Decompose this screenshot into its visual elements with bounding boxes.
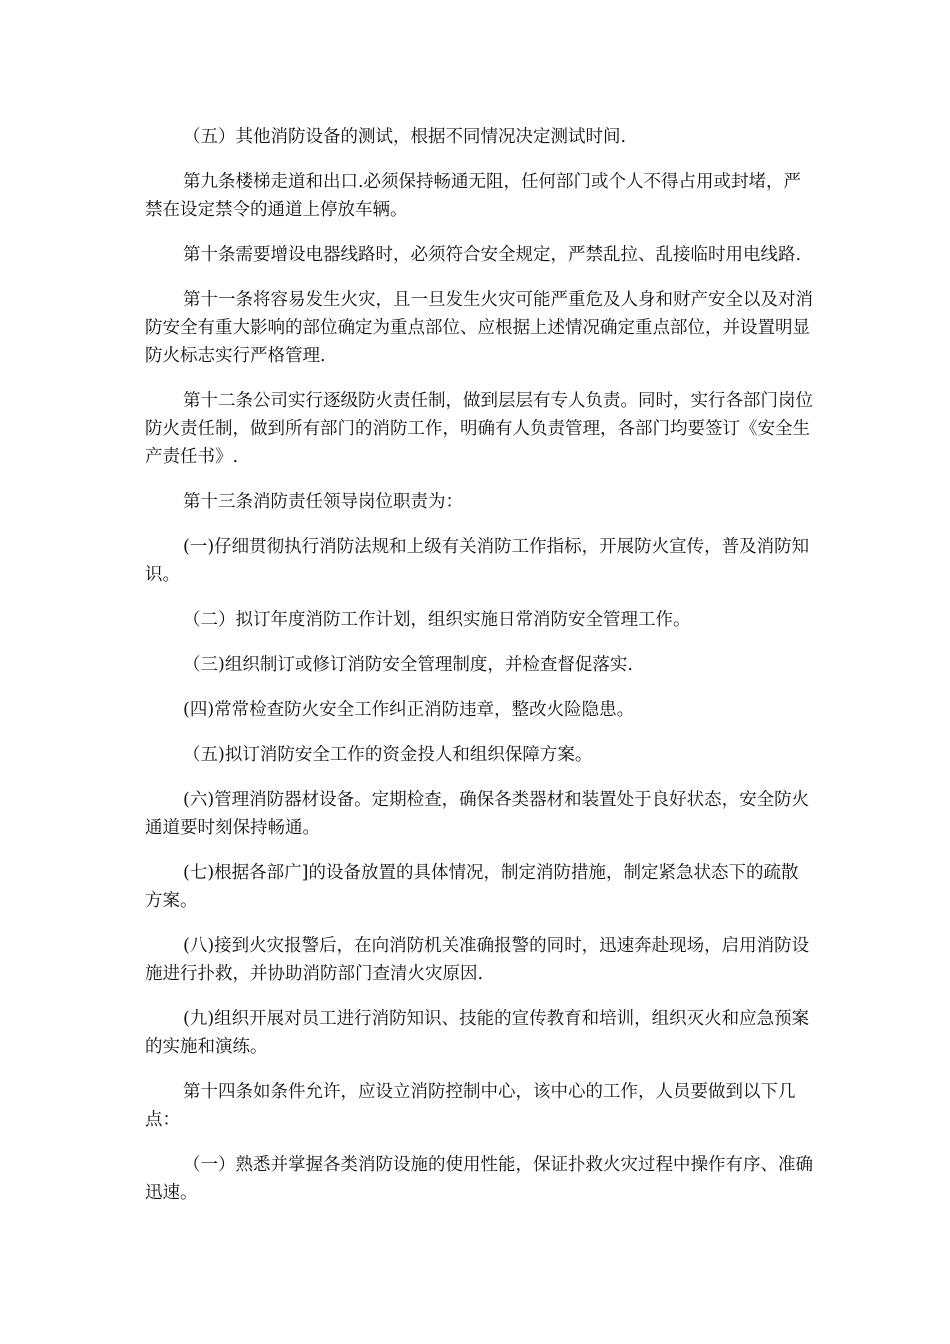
paragraph-13: (七)根据各部广]的设备放置的具体情况，制定消防措施，制定紧急状态下的疏散方案。 (145, 863, 799, 911)
paragraph-1: （五）其他消防设备的测试，根据不同情况决定测试时间. (183, 127, 627, 147)
paragraph-16: 第十四条如条件允许，应设立消防控制中心，该中心的工作，人员要做到以下几点： (145, 1082, 796, 1130)
paragraph-6: 第十三条消防责任领导岗位职责为： (183, 492, 463, 512)
paragraph-11: （五)拟订消防安全工作的资金投人和组织保障方案。 (183, 745, 593, 765)
paragraph-4: 第十一条将容易发生火灾，且一旦发生火灾可能严重危及人身和财产安全以及对消防安全有重大影响的部位确定为重点部位、应根据上述情况确定重点部位，并设置明显防火标志实行严格管理. (145, 290, 813, 366)
paragraph-7: (一)仔细贯彻执行消防法规和上级有关消防工作指标，开展防火宣传，普及消防知识。 (145, 537, 810, 585)
paragraph-15: (九)组织开展对员工进行消防知识、技能的宣传教育和培训，组织灭火和应急预案的实施和演练。 (145, 1009, 810, 1057)
paragraph-5: 第十二条公司实行逐级防火责任制，做到层层有专人负责。同时，实行各部门岗位防火责任制，做到所有部门的消防工作，明确有人负责管理，各部门均要签订《安全生产责任书》. (145, 391, 813, 467)
paragraph-2: 第九条楼梯走道和出口.必须保持畅通无阻，任何部门或个人不得占用或封堵，严禁在设定禁令的通道上停放车辆。 (145, 172, 802, 220)
paragraph-9: （三)组织制订或修订消防安全管理制度，并检查督促落实. (183, 655, 633, 675)
document-body (145, 123, 815, 1224)
paragraph-14: (八)接到火灾报警后，在向消防机关准确报警的同时，迅速奔赴现场，启用消防设施进行扑救，并协助消防部门查清火灾原因. (145, 936, 810, 984)
paragraph-10: (四)常常检查防火安全工作纠正消防违章，整改火险隐患。 (183, 700, 635, 720)
paragraph-8: （二）拟订年度消防工作计划，组织实施日常消防安全管理工作。 (183, 610, 691, 630)
paragraph-12: (六)管理消防器材设备。定期检查，确保各类器材和装置处于良好状态，安全防火通道要时刻保持畅通。 (145, 790, 810, 838)
paragraph-3: 第十条需要增设电器线路时，必须符合安全规定，严禁乱拉、乱接临时用电线路. (183, 245, 802, 265)
paragraph-17: （一）熟悉并掌握各类消防设施的使用性能，保证扑救火灾过程中操作有序、准确迅速。 (145, 1155, 813, 1203)
